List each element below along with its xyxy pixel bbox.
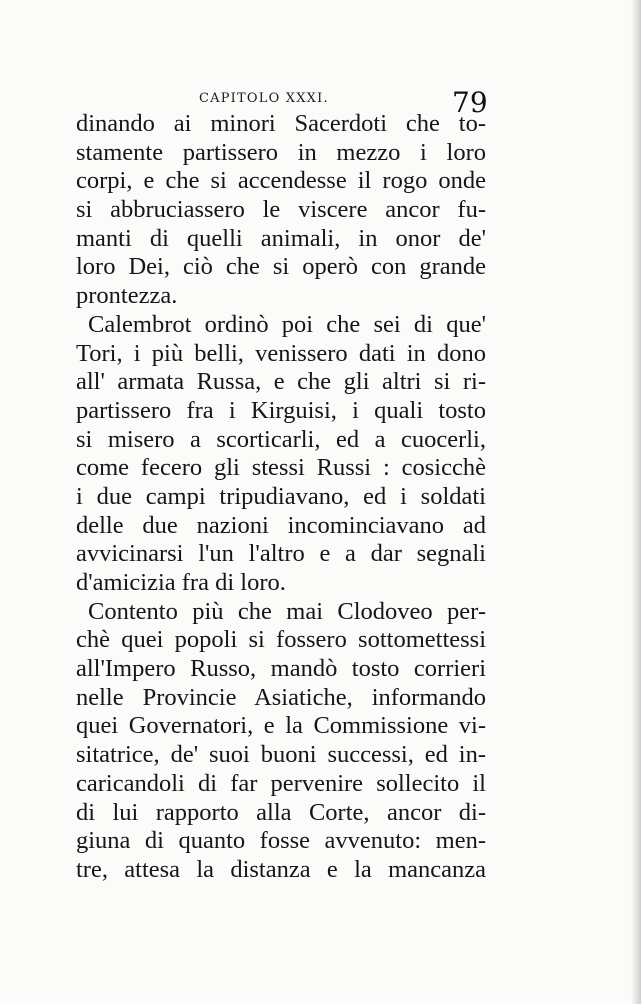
text-line: all' armata Russa, e che gli altri si ri- (76, 368, 486, 396)
text-line: si misero a scorticarli, ed a cuocerli, (76, 425, 486, 453)
text-line: Contento più che mai Clodoveo per- (88, 597, 486, 625)
text-line: all'Impero Russo, mandò tosto corrieri (76, 655, 486, 683)
text-line: caricandoli di far pervenire sollecito il (76, 769, 486, 797)
paragraph-2 (76, 311, 486, 598)
text-line: d'amicizia fra di loro. (76, 569, 286, 596)
paragraph-3 (76, 598, 486, 885)
text-line: giuna di quanto fosse avvenuto: men- (76, 827, 486, 855)
text-line: Tori, i più belli, venissero dati in dono (76, 339, 486, 367)
text-line: come fecero gli stessi Russi : cosicchè (76, 454, 486, 482)
page-edge-shadow (631, 0, 641, 1004)
text-line: partissero fra i Kirguisi, i quali tosto (76, 396, 486, 424)
text-line: prontezza. (76, 282, 178, 310)
text-line: dinando ai minori Sacerdoti che to- (76, 110, 486, 137)
text-line: corpi, e che si accendesse il rogo onde (76, 167, 486, 195)
text-line: nelle Provincie Asiatiche, informando (76, 683, 486, 711)
page-number: 79 (452, 86, 488, 119)
running-head: CAPITOLO XXXI. (199, 91, 329, 106)
text-line: loro Dei, ciò che si operò con grande (76, 253, 486, 281)
text-line: stamente partissero in mezzo i loro (76, 138, 486, 166)
text-line: quei Governatori, e la Commissione vi- (76, 712, 486, 740)
text-line: delle due nazioni incominciavano ad (76, 511, 486, 539)
body-text (76, 110, 486, 885)
text-line: sitatrice, de' suoi buoni successi, ed in- (76, 741, 486, 769)
paragraph-1 (76, 110, 486, 311)
text-line: manti di quelli animali, in onor de' (76, 224, 486, 252)
text-line: tre, attesa la distanza e la mancanza (76, 855, 486, 883)
text-line: Calembrot ordinò poi che sei di que' (88, 310, 486, 338)
text-line: si abbruciassero le viscere ancor fu- (76, 196, 486, 224)
text-line: di lui rapporto alla Corte, ancor di- (76, 798, 486, 826)
text-line: avvicinarsi l'un l'altro e a dar segnali (76, 540, 486, 568)
text-line: i due campi tripudiavano, ed i soldati (76, 482, 486, 510)
text-line: chè quei popoli si fossero sottomettessi (76, 626, 486, 654)
